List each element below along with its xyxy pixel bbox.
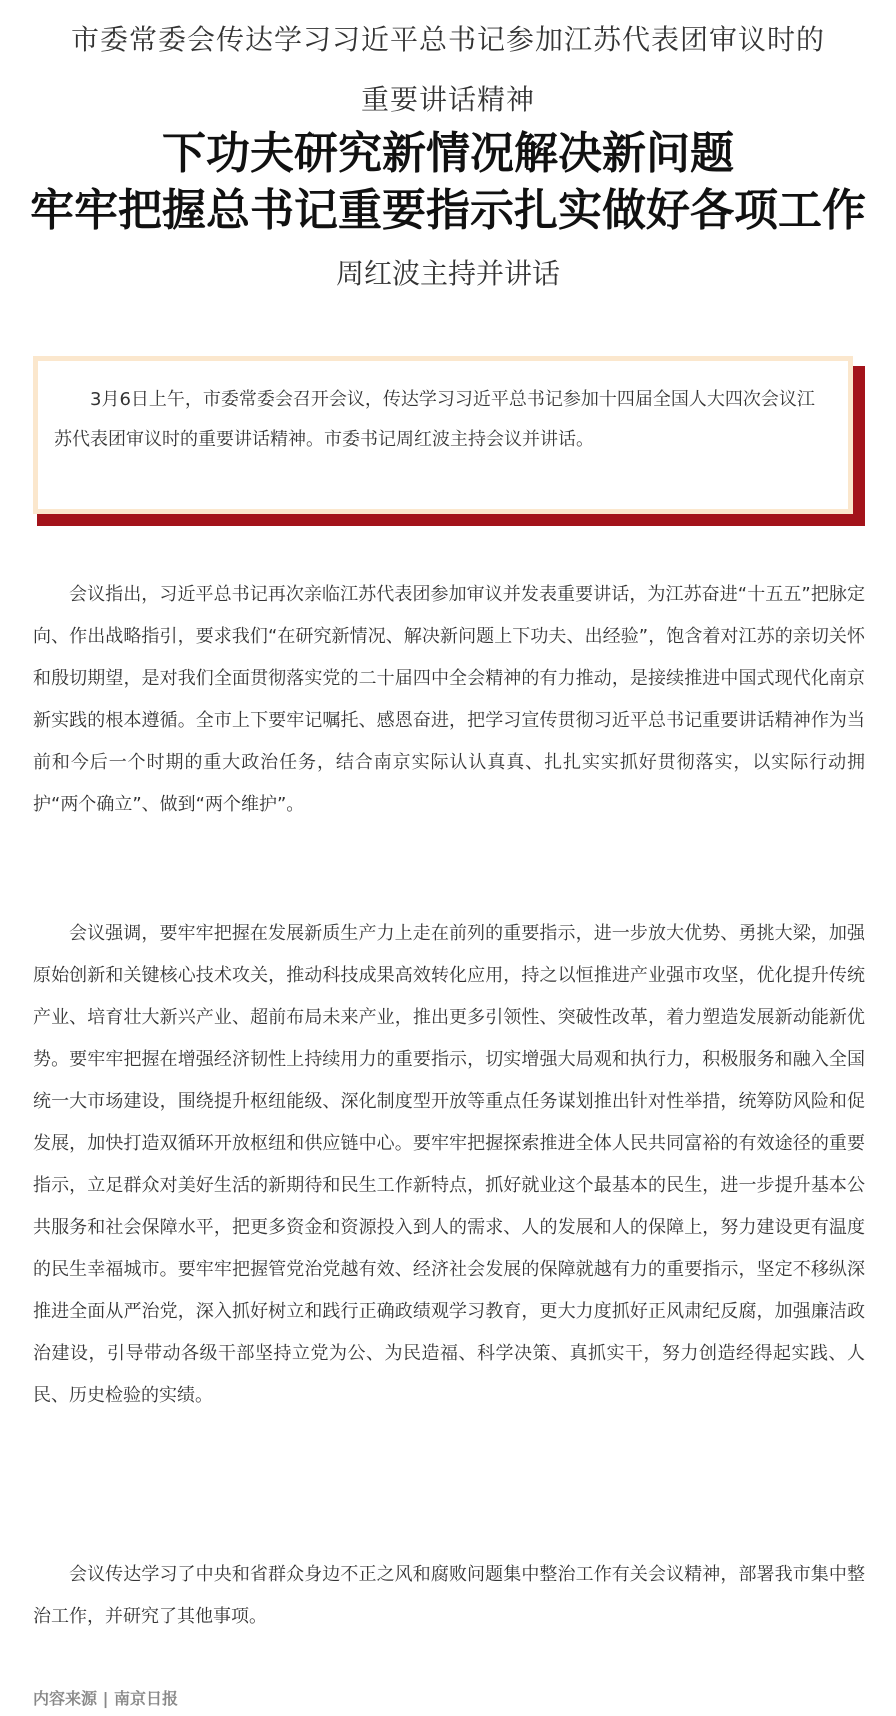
headline-line-2: 牢牢把握总书记重要指示扎实做好各项工作 (30, 185, 866, 236)
subheadline: 周红波主持并讲话 (335, 257, 560, 290)
kicker-line-2: 重要讲话精神 (360, 83, 535, 116)
lead-paragraph: 3月6日上午，市委常委会召开会议，传达学习习近平总书记参加十四届全国人大四次会议江苏代表团审议时的重要讲话精神。市委书记周红波主持会议并讲话。 (54, 389, 815, 450)
body-paragraph-3: 会议传达学习了中央和省群众身边不正之风和腐败问题集中整治工作有关会议精神，部署我市集中整治工作，并研究了其他事项。 (33, 1564, 865, 1627)
kicker-line-1: 市委常委会传达学习习近平总书记参加江苏代表团审议时的 (70, 23, 825, 56)
content-source: 内容来源 | 南京日报 (33, 1689, 178, 1708)
body-paragraph-1: 会议指出，习近平总书记再次亲临江苏代表团参加审议并发表重要讲话，为江苏奋进“十五五”把脉定向、作出战略指引，要求我们“在研究新情况、解决新问题上下功夫、出经验”，饱含着对江苏的亲切关怀和殷切期望，是对我们全面贯彻落实党的二十届四中全会精神的有力推动，是接续推进中国式现代化南京新实践的根本遵循。全市上下要牢记嘱托、感恩奋进，把学习宣传贯彻习近平总书记重要讲话精神作为当前和今后一个时期的重大政治任务，结合南京实际认认真真、扎扎实实抓好贯彻落实，以实际行动拥护“两个确立”、做到“两个维护”。 (33, 584, 865, 815)
lead-box (33, 356, 853, 514)
headline-line-1: 下功夫研究新情况解决新问题 (162, 128, 734, 179)
body-paragraph-2: 会议强调，要牢牢把握在发展新质生产力上走在前列的重要指示，进一步放大优势、勇挑大梁，加强原始创新和关键核心技术攻关，推动科技成果高效转化应用，持之以恒推进产业强市攻坚，优化提升传统产业、培育壮大新兴产业、超前布局未来产业，推出更多引领性、突破性改革，着力塑造发展新动能新优势。要牢牢把握在增强经济韧性上持续用力的重要指示，切实增强大局观和执行力，积极服务和融入全国统一大市场建设，围绕提升枢纽能级、深化制度型开放等重点任务谋划推出针对性举措，统筹防风险和促发展，加快打造双循环开放枢纽和供应链中心。要牢牢把握探索推进全体人民共同富裕的有效途径的重要指示，立足群众对美好生活的新期待和民生工作新特点，抓好就业这个最基本的民生，进一步提升基本公共服务和社会保障水平，把更多资金和资源投入到人的需求、人的发展和人的保障上，努力建设更有温度的民生幸福城市。要牢牢把握管党治党越有效、经济社会发展的保障就越有力的重要指示，坚定不移纵深推进全面从严治党，深入抓好树立和践行正确政绩观学习教育，更大力度抓好正风肃纪反腐，加强廉洁政治建设，引导带动各级干部坚持立党为公、为民造福、科学决策、真抓实干，努力创造经得起实践、人民、历史检验的实绩。 (33, 923, 865, 1406)
